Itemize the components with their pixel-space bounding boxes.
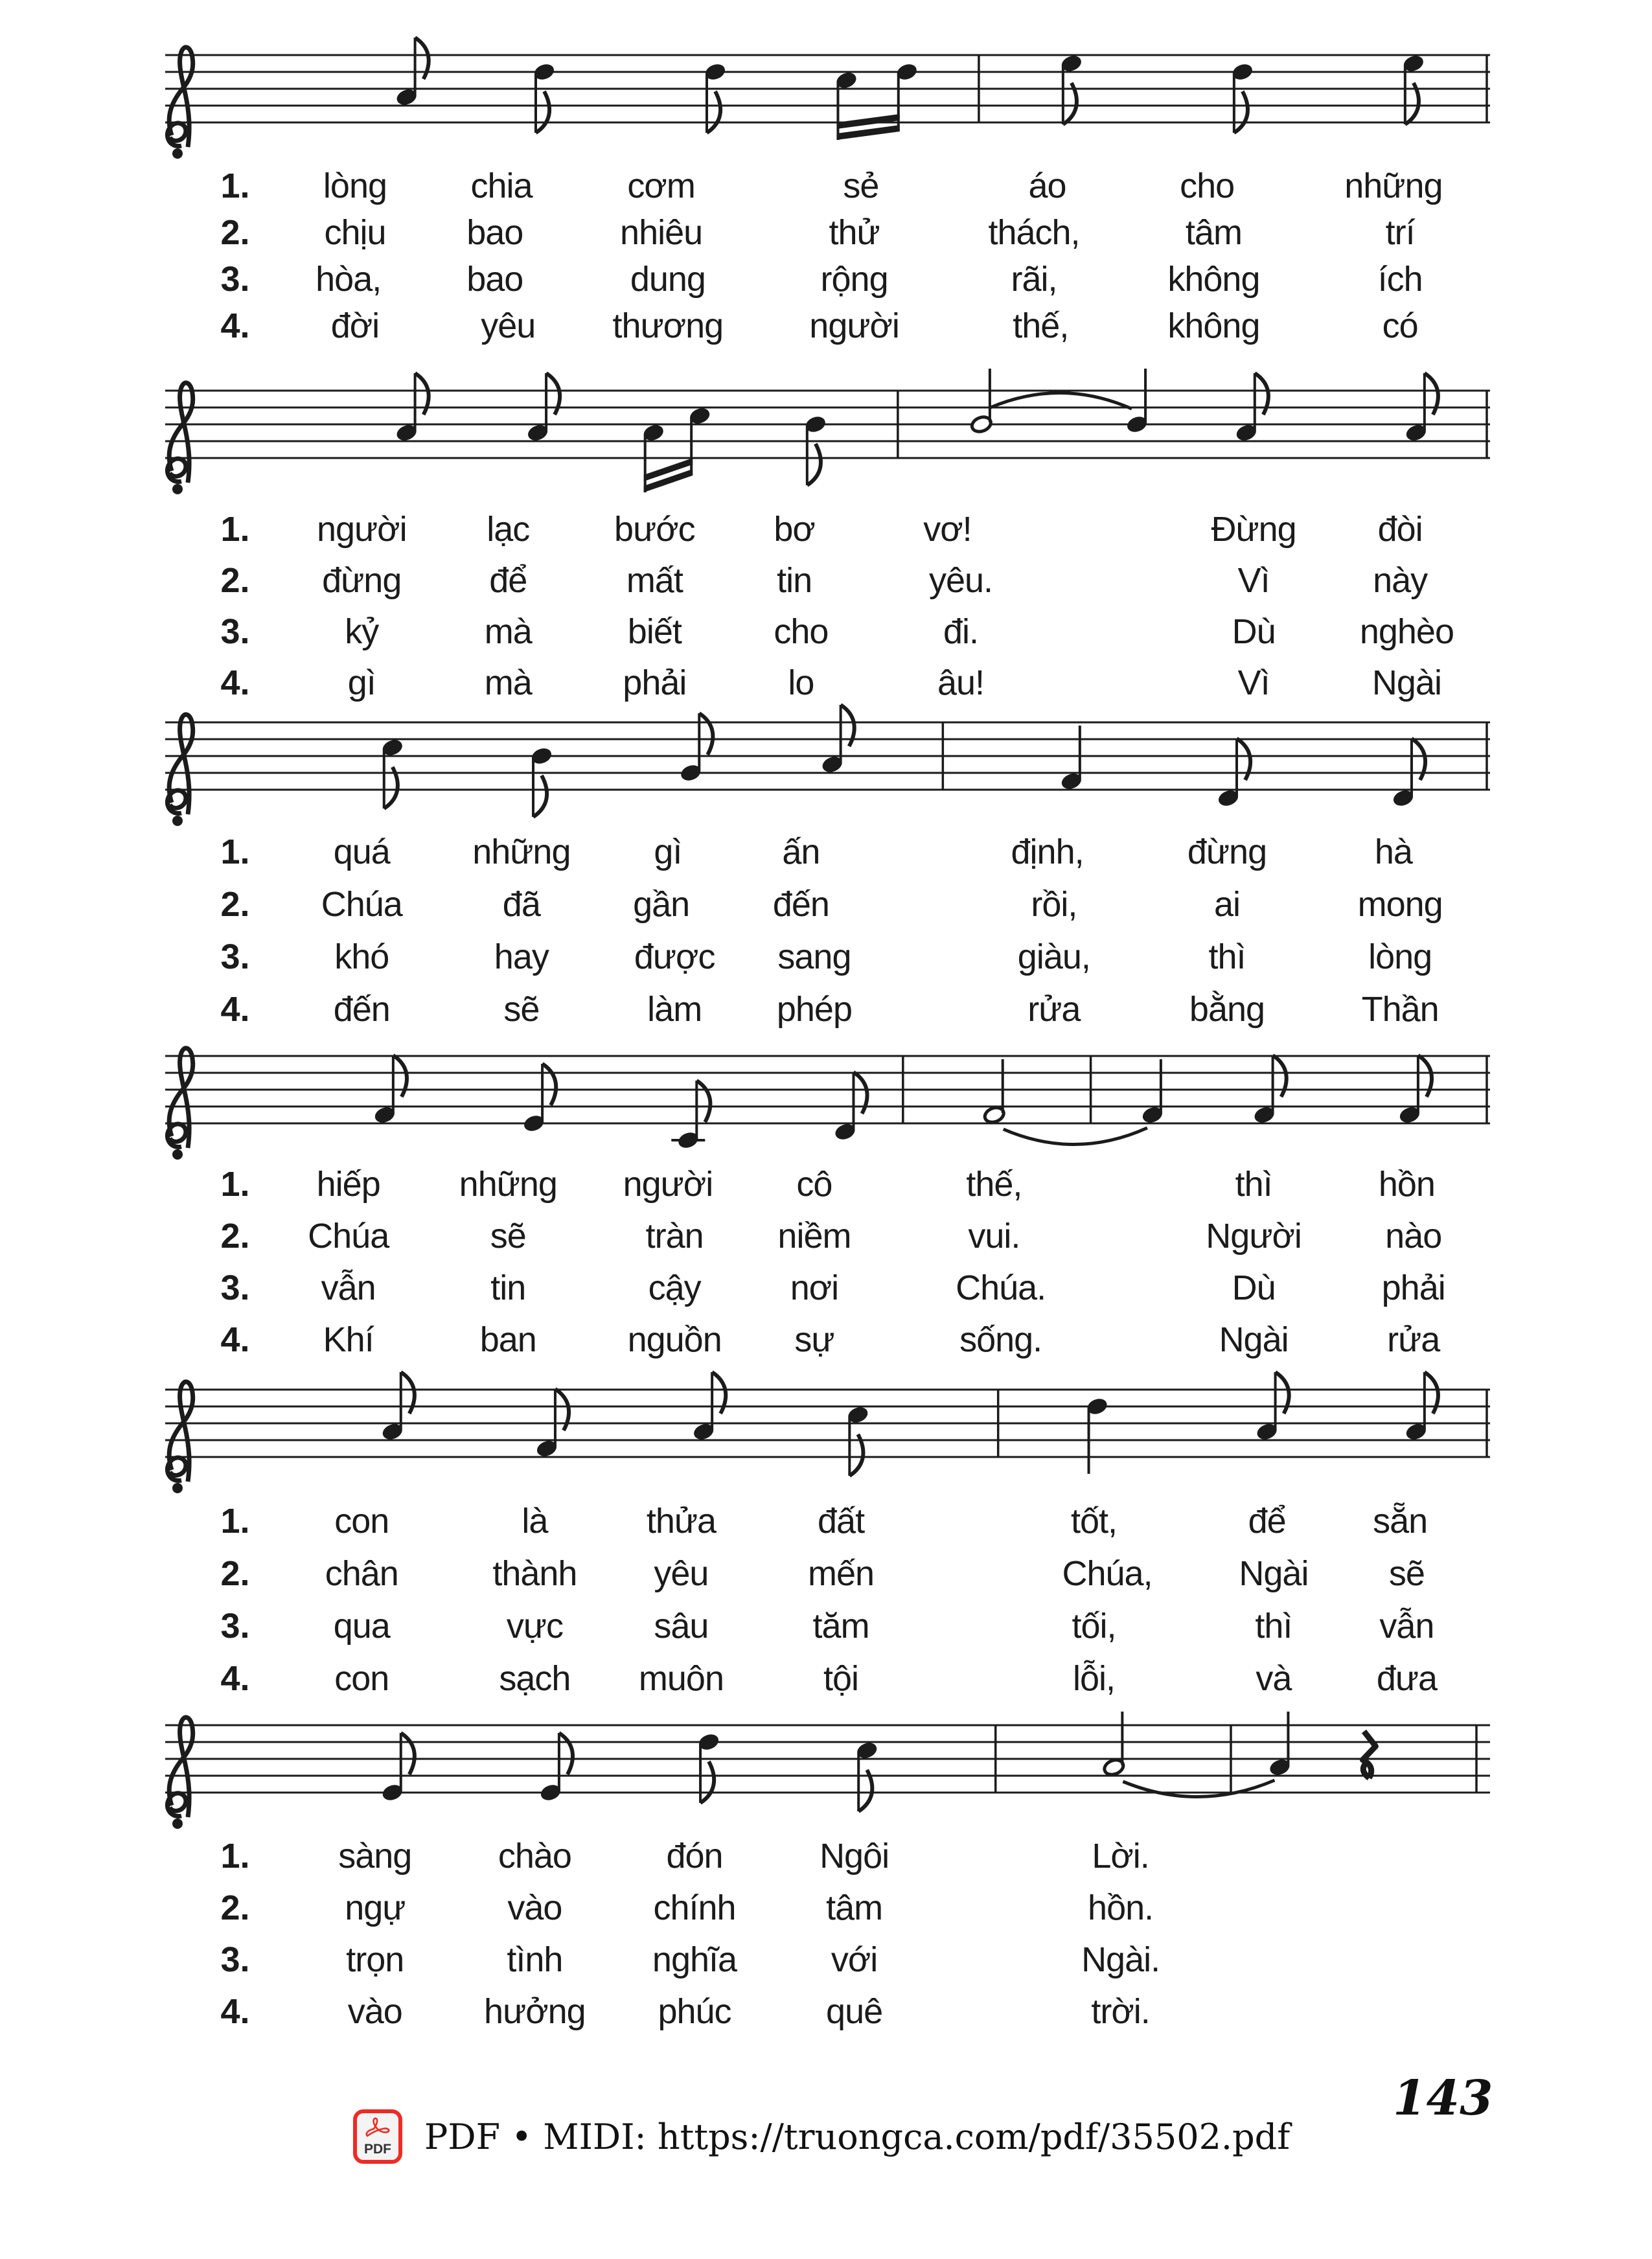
- lyric-word: đón: [666, 1837, 723, 1875]
- lyric-word: thế,: [1013, 306, 1069, 345]
- lyric-word: Ngài: [1239, 1554, 1309, 1593]
- lyric-word: hòa,: [315, 260, 382, 299]
- lyric-word: tin: [490, 1268, 526, 1307]
- lyric-word: sạch: [499, 1659, 571, 1698]
- lyric-word: bao: [466, 260, 523, 299]
- lyric-word: ích: [1377, 260, 1423, 299]
- lyric-word: là: [522, 1502, 548, 1541]
- lyric-word: sự: [794, 1320, 834, 1359]
- verse-number: 2.: [220, 1217, 250, 1256]
- lyric-word: hưởng: [484, 1992, 586, 2031]
- lyric-word: thành: [492, 1554, 577, 1593]
- lyric-word: con: [334, 1659, 389, 1698]
- lyric-word: vui.: [968, 1217, 1020, 1256]
- lyric-word: Ngài.: [1081, 1940, 1160, 1979]
- lyric-word: đi.: [943, 612, 979, 651]
- verse-number: 1.: [220, 166, 250, 205]
- lyric-word: Chúa: [308, 1217, 389, 1256]
- verse-number: 1.: [220, 510, 250, 549]
- footer-row: [353, 2109, 1290, 2164]
- lyric-word: trọn: [346, 1940, 404, 1979]
- lyric-word: lòng: [1368, 937, 1432, 976]
- lyric-word: sẽ: [503, 990, 540, 1029]
- verse-number: 2.: [220, 1554, 250, 1593]
- lyric-word: qua: [333, 1607, 390, 1646]
- lyric-word: bước: [614, 510, 695, 549]
- lyric-word: ban: [479, 1320, 536, 1359]
- lyric-word: quá: [333, 832, 390, 871]
- lyric-word: hồn: [1378, 1165, 1435, 1204]
- lyric-word: người: [809, 306, 899, 345]
- lyric-word: Ngài: [1371, 663, 1441, 702]
- verse-number: 4.: [220, 1320, 250, 1359]
- lyric-word: những: [459, 1165, 557, 1204]
- lyric-word: chịu: [324, 213, 386, 252]
- note: [804, 415, 827, 485]
- lyric-word: yêu.: [928, 561, 993, 600]
- lyric-word: mất: [626, 561, 683, 600]
- note: [1268, 1712, 1292, 1777]
- lyric-word: đến: [333, 990, 390, 1029]
- lyric-word: sẽ: [1388, 1554, 1425, 1593]
- lyric-word: kỷ: [345, 612, 379, 651]
- lyric-word: thì: [1208, 937, 1246, 976]
- lyric-word: lo: [788, 663, 814, 702]
- lyric-word: cho: [774, 612, 829, 651]
- lyric-word: rồi,: [1031, 885, 1077, 924]
- lyric-word: sẵn: [1373, 1502, 1428, 1541]
- verse-number: 3.: [220, 612, 250, 651]
- lyric-word: thách,: [988, 213, 1080, 252]
- note: [642, 406, 711, 492]
- lyric-word: trí: [1385, 213, 1415, 252]
- lyric-word: được: [634, 937, 715, 976]
- lyric-word: tâm: [826, 1888, 883, 1927]
- lyric-word: cho: [1180, 166, 1235, 205]
- lyric-word: chào: [498, 1837, 571, 1875]
- lyric-word: ấn: [782, 832, 820, 871]
- lyric-word: những: [472, 832, 571, 871]
- lyric-word: nhiêu: [620, 213, 703, 252]
- lyric-word: mà: [484, 612, 532, 651]
- lyric-word: không: [1167, 306, 1260, 345]
- verse-number: 4.: [220, 663, 250, 702]
- lyric-word: nghĩa: [652, 1940, 737, 1979]
- acrobat-logo-icon: [363, 2116, 392, 2141]
- lyric-word: nghèo: [1359, 612, 1454, 651]
- slur: [1004, 1128, 1147, 1145]
- lyric-word: dung: [630, 260, 706, 299]
- lyric-word: mến: [808, 1554, 875, 1593]
- lyric-word: để: [489, 561, 527, 600]
- lyric-word: nào: [1385, 1217, 1442, 1256]
- lyric-word: vào: [347, 1992, 402, 2031]
- lyric-word: sẽ: [490, 1217, 526, 1256]
- lyric-word: thử: [829, 213, 880, 252]
- lyric-word: muôn: [638, 1659, 724, 1698]
- lyric-word: ngự: [345, 1888, 406, 1927]
- lyric-word: hồn.: [1088, 1888, 1154, 1927]
- lyric-word: bao: [466, 213, 523, 252]
- lyric-word: chính: [653, 1888, 736, 1927]
- verse-number: 4.: [220, 1992, 250, 2031]
- lyric-word: Lời.: [1092, 1837, 1149, 1875]
- verse-number: 4.: [220, 306, 250, 345]
- lyric-word: Chúa.: [956, 1268, 1046, 1307]
- lyric-word: Đừng: [1211, 510, 1296, 549]
- verse-number: 1.: [220, 1165, 250, 1204]
- lyric-word: tối,: [1072, 1607, 1116, 1646]
- lyric-word: bơ: [774, 510, 815, 549]
- lyric-word: chia: [470, 166, 533, 205]
- lyric-word: Dù: [1232, 1268, 1276, 1307]
- note: [835, 62, 919, 140]
- lyric-word: không: [1167, 260, 1260, 299]
- lyric-word: Vì: [1237, 663, 1270, 702]
- lyric-word: yêu: [654, 1554, 709, 1593]
- lyric-word: hay: [494, 937, 549, 976]
- verse-number: 3.: [220, 1268, 250, 1307]
- lyric-word: Chúa: [321, 885, 402, 924]
- lyric-word: Dù: [1232, 612, 1276, 651]
- lyric-word: người: [623, 1165, 713, 1204]
- lyric-word: biết: [627, 612, 682, 651]
- note: [1141, 1059, 1164, 1125]
- verse-number: 3.: [220, 260, 250, 299]
- lyric-word: Ngài: [1219, 1320, 1289, 1359]
- lyric-word: tội: [823, 1659, 859, 1698]
- lyric-word: thương: [612, 306, 724, 345]
- lyric-word: sâu: [654, 1607, 709, 1646]
- lyric-word: trời.: [1091, 1992, 1150, 2031]
- lyric-word: rộng: [820, 260, 888, 299]
- lyric-word: rửa: [1027, 990, 1081, 1029]
- lyric-word: ai: [1213, 885, 1241, 924]
- note: [1086, 1397, 1109, 1474]
- lyric-word: những: [1344, 166, 1443, 205]
- lyric-word: quê: [826, 1992, 883, 2031]
- note: [970, 369, 993, 434]
- pdf-midi-link[interactable]: PDF • MIDI: https://truongca.com/pdf/35502.pdf: [424, 2116, 1291, 2157]
- lyric-word: gần: [633, 885, 690, 924]
- lyric-word: sẻ: [843, 166, 879, 205]
- lyric-word: có: [1382, 306, 1418, 345]
- lyric-word: lạc: [487, 510, 530, 549]
- lyric-word: Chúa,: [1062, 1554, 1153, 1593]
- lyric-word: người: [316, 510, 407, 549]
- lyric-word: tràn: [645, 1217, 704, 1256]
- lyric-word: và: [1256, 1659, 1292, 1698]
- verse-number: 4.: [220, 990, 250, 1029]
- lyric-word: đòi: [1377, 510, 1423, 549]
- note: [1125, 369, 1149, 434]
- slur: [991, 393, 1132, 409]
- lyric-word: thửa: [646, 1502, 717, 1541]
- lyric-word: vơ!: [923, 510, 972, 549]
- lyric-word: đưa: [1376, 1659, 1438, 1698]
- lyric-word: cô: [796, 1165, 832, 1204]
- slur: [1123, 1780, 1274, 1797]
- lyric-word: định,: [1011, 832, 1084, 871]
- lyric-word: sống.: [959, 1320, 1042, 1359]
- lyric-word: gì: [347, 663, 376, 702]
- lyric-word: niềm: [777, 1217, 851, 1256]
- lyric-word: Vì: [1237, 561, 1270, 600]
- note: [1103, 1712, 1126, 1777]
- note: [530, 746, 553, 817]
- lyric-word: khó: [334, 937, 389, 976]
- lyric-word: thì: [1255, 1607, 1292, 1646]
- lyric-word: Khí: [323, 1320, 374, 1359]
- pdf-icon[interactable]: [353, 2109, 402, 2164]
- lyric-word: áo: [1028, 166, 1066, 205]
- lyric-word: phải: [1381, 1268, 1445, 1307]
- lyric-word: gì: [654, 832, 682, 871]
- lyric-word: thì: [1235, 1165, 1272, 1204]
- lyric-word: đừng: [1187, 832, 1267, 871]
- lyric-word: yêu: [481, 306, 536, 345]
- verse-number: 2.: [220, 213, 250, 252]
- note: [671, 1081, 710, 1150]
- lyric-word: giàu,: [1017, 937, 1090, 976]
- verse-number: 1.: [220, 832, 250, 871]
- lyric-word: âu!: [937, 663, 985, 702]
- lyric-word: tình: [507, 1940, 563, 1979]
- verse-number: 2.: [220, 1888, 250, 1927]
- verse-number: 2.: [220, 885, 250, 924]
- lyric-word: phúc: [658, 1992, 731, 2031]
- lyric-word: sang: [777, 937, 851, 976]
- verse-number: 3.: [220, 937, 250, 976]
- page-number: 143: [1393, 2070, 1493, 2126]
- lyric-word: đời: [330, 306, 380, 345]
- lyric-word: cơm: [627, 166, 695, 205]
- lyric-word: rãi,: [1011, 260, 1057, 299]
- lyric-word: này: [1373, 561, 1428, 600]
- lyric-word: cậy: [648, 1268, 701, 1307]
- lyric-word: vực: [506, 1607, 563, 1646]
- lyric-word: tin: [777, 561, 812, 600]
- lyric-word: làm: [647, 990, 702, 1029]
- lyric-word: đến: [772, 885, 829, 924]
- lyric-word: mong: [1357, 885, 1443, 924]
- lyric-word: hiếp: [316, 1165, 380, 1204]
- lyric-word: phép: [776, 990, 853, 1029]
- lyric-word: vào: [507, 1888, 562, 1927]
- verse-number: 2.: [220, 561, 250, 600]
- lyric-word: bằng: [1189, 990, 1265, 1029]
- lyric-word: Thần: [1361, 990, 1439, 1029]
- lyric-word: tăm: [812, 1607, 869, 1646]
- lyric-word: mà: [484, 663, 532, 702]
- verse-number: 1.: [220, 1837, 250, 1875]
- lyric-word: chân: [325, 1554, 398, 1593]
- note: [1060, 726, 1083, 791]
- lyric-word: phải: [623, 663, 687, 702]
- pdf-icon-label: PDF: [364, 2141, 391, 2157]
- lyric-word: lòng: [323, 166, 387, 205]
- lyric-word: Ngôi: [820, 1837, 889, 1875]
- lyric-word: đừng: [322, 561, 402, 600]
- lyric-word: nguồn: [627, 1320, 722, 1359]
- verse-block-6: [162, 1836, 1493, 2043]
- lyric-word: để: [1248, 1502, 1286, 1541]
- lyric-word: lỗi,: [1072, 1659, 1116, 1698]
- lyric-word: nơi: [790, 1268, 839, 1307]
- lyric-word: đã: [502, 885, 540, 924]
- note: [983, 1059, 1006, 1125]
- lyric-word: vẫn: [321, 1268, 376, 1307]
- lyric-word: với: [831, 1940, 878, 1979]
- lyric-word: Người: [1206, 1217, 1302, 1256]
- lyric-word: rửa: [1387, 1320, 1440, 1359]
- lyric-word: đất: [818, 1502, 865, 1541]
- lyric-word: hà: [1374, 832, 1412, 871]
- verse-number: 3.: [220, 1940, 250, 1979]
- lyric-word: sàng: [338, 1837, 412, 1875]
- lyric-word: con: [334, 1502, 389, 1541]
- lyric-word: thế,: [966, 1165, 1022, 1204]
- lyric-word: tốt,: [1070, 1502, 1118, 1541]
- verse-number: 3.: [220, 1607, 250, 1646]
- lyric-word: tâm: [1185, 213, 1242, 252]
- verse-number: 1.: [220, 1502, 250, 1541]
- lyric-word: vẫn: [1379, 1607, 1434, 1646]
- verse-number: 4.: [220, 1659, 250, 1698]
